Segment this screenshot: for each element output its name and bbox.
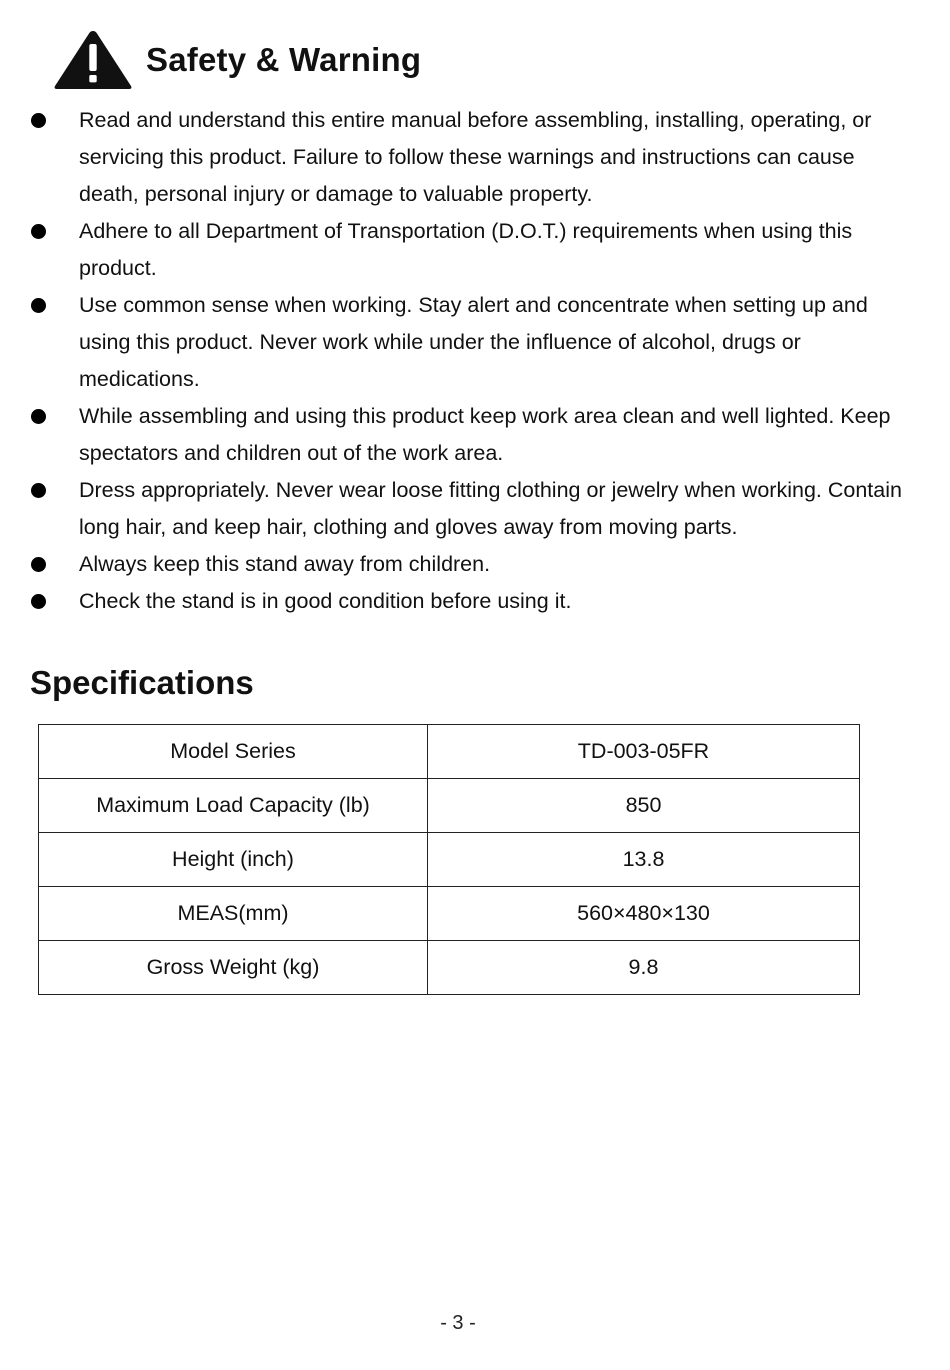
warning-item xyxy=(30,213,910,287)
warning-item-text: Check the stand is in good condition before using it. xyxy=(79,589,572,613)
spec-value: 850 xyxy=(428,779,860,833)
bullet-icon xyxy=(31,113,46,128)
warning-item xyxy=(30,102,910,213)
bullet-icon xyxy=(31,594,46,609)
page-number: - 3 - xyxy=(440,1312,476,1334)
warning-item xyxy=(30,287,910,398)
specifications-table xyxy=(38,724,860,995)
warning-triangle-icon xyxy=(52,28,134,92)
warning-item xyxy=(30,472,910,546)
spec-label: Height (inch) xyxy=(39,833,428,887)
bullet-icon xyxy=(31,298,46,313)
warning-item-text: Read and understand this entire manual before assembling, installing, operating, or servicing this product. Failure to follow these warnings and instructions can cause death, personal injury or damage to valuable property. xyxy=(79,108,872,206)
warning-header xyxy=(52,28,421,92)
table-row xyxy=(39,779,860,833)
warning-item xyxy=(30,546,910,583)
table-row xyxy=(39,887,860,941)
spec-value: 9.8 xyxy=(428,941,860,995)
warning-list xyxy=(30,102,910,620)
specifications-title: Specifications xyxy=(30,664,254,701)
spec-value: 560×480×130 xyxy=(428,887,860,941)
warning-title: Safety & Warning xyxy=(146,41,422,78)
spec-value: TD-003-05FR xyxy=(428,725,860,779)
table-row xyxy=(39,833,860,887)
spec-label: MEAS(mm) xyxy=(39,887,428,941)
warning-item-text: While assembling and using this product keep work area clean and well lighted. Keep spectators and children out of the work area. xyxy=(79,404,891,465)
warning-item xyxy=(30,398,910,472)
warning-item-text: Use common sense when working. Stay alert and concentrate when setting up and using this product. Never work while under the influence of alcohol, drugs or medications. xyxy=(79,293,868,391)
spec-label: Maximum Load Capacity (lb) xyxy=(39,779,428,833)
bullet-icon xyxy=(31,483,46,498)
warning-item-text: Dress appropriately. Never wear loose fitting clothing or jewelry when working. Contain long hair, and keep hair, clothing and gloves away from moving parts. xyxy=(79,478,902,539)
table-row xyxy=(39,725,860,779)
bullet-icon xyxy=(31,409,46,424)
spec-label: Model Series xyxy=(39,725,428,779)
bullet-icon xyxy=(31,224,46,239)
spec-value: 13.8 xyxy=(428,833,860,887)
warning-item xyxy=(30,583,910,620)
warning-item-text: Adhere to all Department of Transportation (D.O.T.) requirements when using this product. xyxy=(79,219,853,280)
bullet-icon xyxy=(31,557,46,572)
table-row xyxy=(39,941,860,995)
warning-item-text: Always keep this stand away from children. xyxy=(79,552,491,576)
spec-label: Gross Weight (kg) xyxy=(39,941,428,995)
